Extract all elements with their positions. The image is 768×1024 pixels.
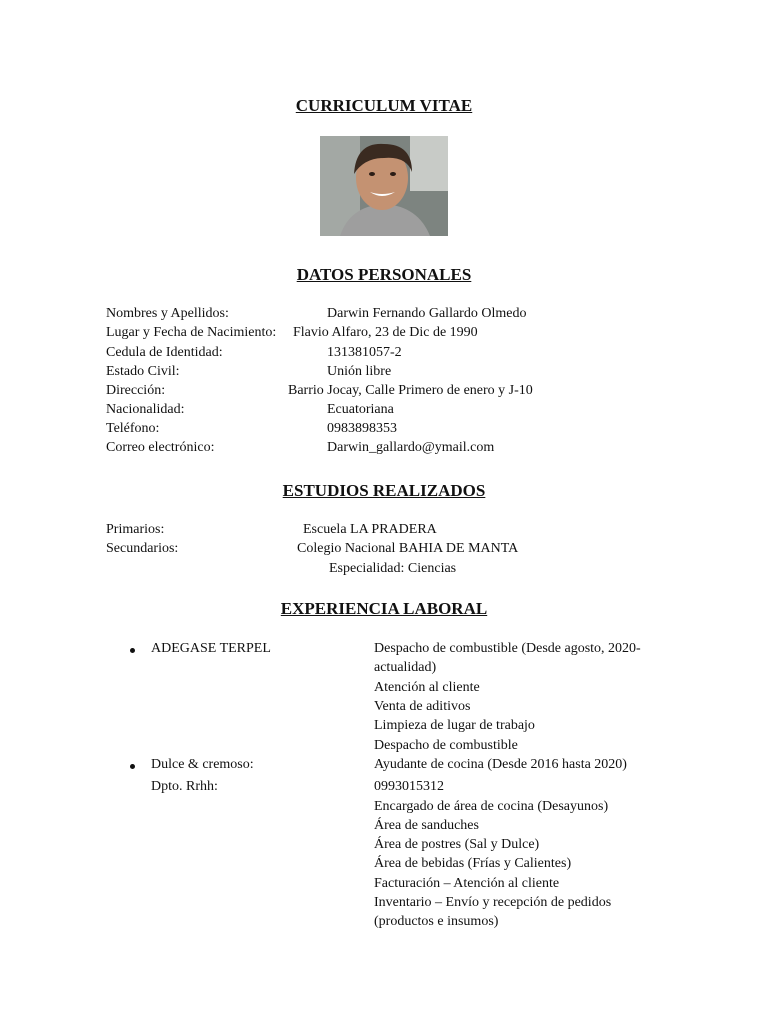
- profile-photo: [320, 136, 448, 236]
- job-company: ADEGASE TERPEL: [151, 641, 271, 656]
- field-label: Nombres y Apellidos:: [106, 306, 229, 321]
- field-value: 131381057-2: [327, 345, 402, 360]
- job-line: Encargado de área de cocina (Desayunos): [374, 799, 609, 814]
- job-line: Venta de aditivos: [374, 699, 471, 714]
- secondary-label: Secundarios:: [106, 541, 179, 556]
- field-label: Correo electrónico:: [106, 440, 215, 455]
- field-label: Cedula de Identidad:: [106, 345, 223, 360]
- field-label: Teléfono:: [106, 421, 160, 436]
- profile-photo-image: [320, 136, 448, 236]
- email-link: Darwin_gallardo@ymail.com: [327, 440, 495, 455]
- field-label: Lugar y Fecha de Nacimiento:: [106, 325, 277, 340]
- job-line: 0993015312: [374, 779, 444, 794]
- job-line: Atención al cliente: [374, 680, 480, 695]
- job-line: Área de sanduches: [374, 818, 479, 833]
- job-line: Facturación – Atención al cliente: [374, 876, 560, 891]
- job-line: Despacho de combustible (Desde agosto, 2020-: [374, 641, 641, 656]
- job-line: actualidad): [374, 660, 437, 675]
- field-value: Flavio Alfaro, 23 de Dic de 1990: [293, 325, 478, 340]
- job-line: Limpieza de lugar de trabajo: [374, 718, 535, 733]
- studies-heading: ESTUDIOS REALIZADOS: [282, 481, 486, 500]
- bullet-icon: [130, 648, 135, 653]
- bullet-icon: [130, 764, 135, 769]
- field-value: 0983898353: [327, 421, 397, 436]
- cv-title: CURRICULUM VITAE: [295, 96, 473, 115]
- job-line: Despacho de combustible: [374, 738, 518, 753]
- secondary-value: Colegio Nacional BAHIA DE MANTA: [297, 541, 519, 556]
- field-value: Darwin Fernando Gallardo Olmedo: [327, 306, 527, 321]
- experience-heading: EXPERIENCIA LABORAL: [280, 599, 488, 618]
- field-label: Nacionalidad:: [106, 402, 185, 417]
- field-value: Barrio Jocay, Calle Primero de enero y J-10: [288, 383, 533, 398]
- job-line: Ayudante de cocina (Desde 2016 hasta 2020): [374, 757, 627, 772]
- primary-label: Primarios:: [106, 522, 165, 537]
- job-line: Área de postres (Sal y Dulce): [374, 837, 540, 852]
- field-value: Ecuatoriana: [327, 402, 394, 417]
- job-company: Dulce & cremoso:: [151, 757, 254, 772]
- job-line: Área de bebidas (Frías y Calientes): [374, 856, 572, 871]
- field-label: Dirección:: [106, 383, 166, 398]
- field-value: Unión libre: [327, 364, 392, 379]
- primary-value: Escuela LA PRADERA: [303, 522, 437, 537]
- field-label: Estado Civil:: [106, 364, 180, 379]
- job-line: (productos e insumos): [374, 914, 499, 929]
- job-line: Inventario – Envío y recepción de pedidos: [374, 895, 612, 910]
- contact-label: Dpto. Rrhh:: [151, 779, 218, 794]
- personal-data-heading: DATOS PERSONALES: [296, 265, 472, 284]
- specialty: Especialidad: Ciencias: [329, 561, 457, 576]
